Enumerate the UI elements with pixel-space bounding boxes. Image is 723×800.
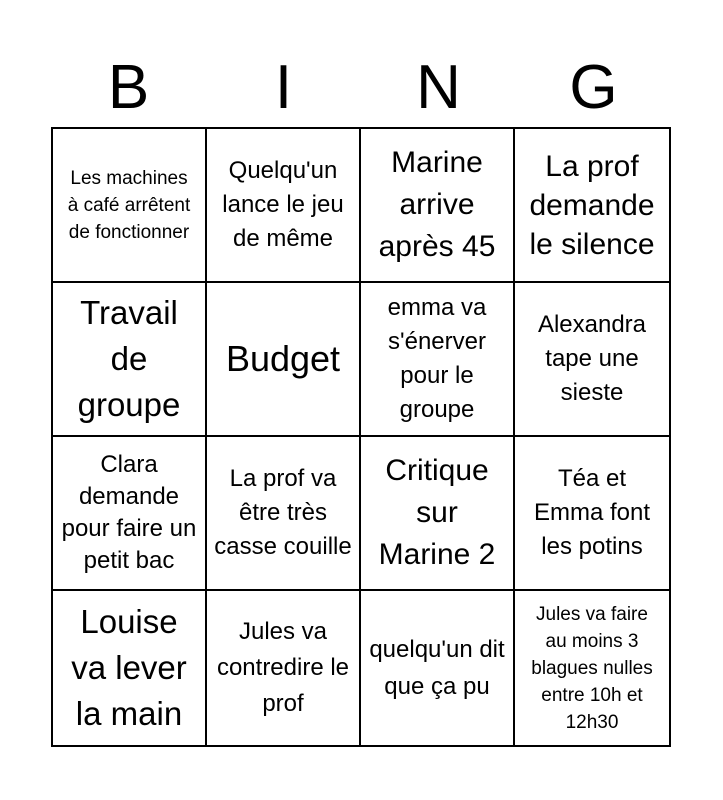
bingo-cell[interactable] [515, 283, 669, 437]
bingo-cell[interactable] [515, 437, 669, 591]
bingo-cell[interactable] [361, 283, 515, 437]
cell-text: Téa et Emma font les potins [533, 465, 651, 560]
cell-text: Travail de groupe [77, 294, 181, 423]
bingo-cell[interactable] [515, 591, 669, 745]
header-letter-i: I [274, 53, 293, 122]
bingo-cell[interactable] [361, 591, 515, 745]
bingo-header [51, 50, 671, 126]
cell-text: Louise va lever la main [71, 603, 187, 732]
bingo-cell[interactable] [53, 129, 207, 283]
bingo-cell[interactable] [207, 591, 361, 745]
cell-text: Quelqu'un lance le jeu de même [222, 157, 344, 252]
cell-text: La prof demande le silence [529, 149, 655, 261]
bingo-cell[interactable] [207, 129, 361, 283]
cell-text: Clara demande pour faire un petit bac [61, 451, 197, 574]
cell-text: Jules va faire au moins 3 blagues nulles entre 10h et 12h30 [531, 603, 653, 733]
cell-text: Budget [225, 338, 341, 379]
cell-text: Jules va contredire le prof [216, 618, 350, 717]
bingo-grid [51, 127, 671, 747]
cell-text: Critique sur Marine 2 [378, 454, 496, 571]
bingo-cell[interactable] [53, 591, 207, 745]
bingo-cell[interactable] [207, 283, 361, 437]
bingo-cell[interactable] [515, 129, 669, 283]
cell-text: La prof va être très casse couille [214, 465, 352, 560]
cell-text: emma va s'énerver pour le groupe [387, 294, 487, 423]
cell-text: Les machines à café arrêtent de fonctionner [67, 167, 191, 243]
cell-text: Alexandra tape une sieste [537, 311, 647, 406]
bingo-cell[interactable] [53, 437, 207, 591]
cell-text: quelqu'un dit que ça pu [369, 636, 505, 700]
bingo-cell[interactable] [53, 283, 207, 437]
bingo-cell[interactable] [207, 437, 361, 591]
header-letter-g: G [569, 53, 618, 122]
bingo-cell[interactable] [361, 437, 515, 591]
header-letter-b: B [107, 53, 150, 122]
header-letter-n: N [416, 53, 461, 122]
cell-text: Marine arrive après 45 [378, 146, 496, 263]
bingo-cell[interactable] [361, 129, 515, 283]
